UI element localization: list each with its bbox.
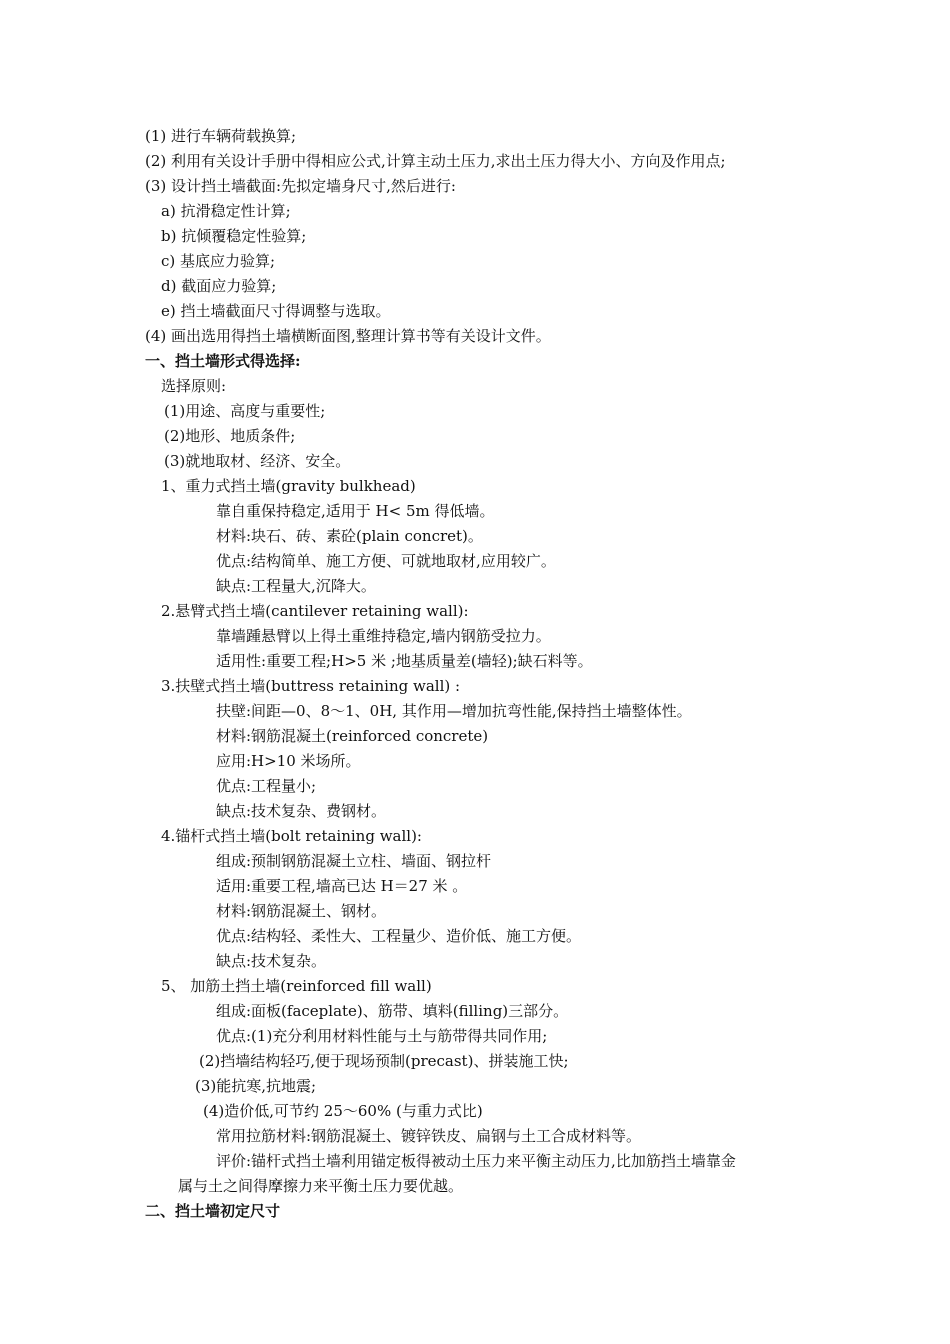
text-line: 靠墙踵悬臂以上得土重维持稳定,墙内钢筋受拉力。 <box>216 627 551 645</box>
text-line: 优点:结构简单、施工方便、可就地取材,应用较广。 <box>216 552 556 570</box>
subheading-buttress-wall: 3.扶壁式挡土墙(buttress retaining wall) : <box>161 677 461 695</box>
text-line: (3)能抗寒,抗地震; <box>195 1077 317 1095</box>
text-line: 常用拉筋材料:钢筋混凝土、镀锌铁皮、扁钢与土工合成材料等。 <box>216 1127 642 1145</box>
text-line: (4)造价低,可节约 25～60% (与重力式比) <box>203 1102 483 1120</box>
text-line-step-1: (1) 进行车辆荷载换算; <box>145 127 297 145</box>
text-line: 缺点:技术复杂。 <box>216 952 327 970</box>
text-line: 材料:钢筋混凝土、钢材。 <box>216 902 387 920</box>
text-line-step-3c: c) 基底应力验算; <box>161 252 276 270</box>
text-line-principle-3: (3)就地取材、经济、安全。 <box>164 452 351 470</box>
section-heading-1: 一、挡土墙形式得选择: <box>145 352 301 370</box>
text-line-step-3d: d) 截面应力验算; <box>161 277 277 295</box>
section-heading-2: 二、挡土墙初定尺寸 <box>145 1202 281 1220</box>
subheading-cantilever-wall: 2.悬臂式挡土墙(cantilever retaining wall): <box>161 602 469 620</box>
text-line: 组成:面板(faceplate)、筋带、填料(filling)三部分。 <box>216 1002 569 1020</box>
text-line-step-3e: e) 挡土墙截面尺寸得调整与选取。 <box>161 302 391 320</box>
text-line: 缺点:工程量大,沉降大。 <box>216 577 376 595</box>
text-line: 材料:钢筋混凝土(reinforced concrete) <box>216 727 489 745</box>
text-line-principle-1: (1)用途、高度与重要性; <box>164 402 326 420</box>
text-line: 扶壁:间距—0、8～1、0H, 其作用—增加抗弯性能,保持挡土墙整体性。 <box>216 702 692 720</box>
text-line: (2)挡墙结构轻巧,便于现场预制(precast)、拼装施工快; <box>199 1052 569 1070</box>
text-line: 适用性:重要工程;H>5 米 ;地基质量差(墙轻);缺石料等。 <box>216 652 593 670</box>
text-line: 缺点:技术复杂、费钢材。 <box>216 802 387 820</box>
text-line: 应用:H>10 米场所。 <box>216 752 361 770</box>
text-line: 优点:工程量小; <box>216 777 317 795</box>
text-line-principles: 选择原则: <box>161 377 227 395</box>
subheading-reinforced-fill-wall: 5、 加筋土挡土墙(reinforced fill wall) <box>161 977 432 995</box>
text-line: 属与土之间得摩擦力来平衡土压力要优越。 <box>178 1177 464 1195</box>
text-line-step-3a: a) 抗滑稳定性计算; <box>161 202 291 220</box>
text-line: 评价:锚杆式挡土墙利用锚定板得被动土压力来平衡主动压力,比加筋挡土墙靠金 <box>216 1152 736 1170</box>
text-line: 组成:预制钢筋混凝土立柱、墙面、钢拉杆 <box>216 852 492 870</box>
text-line-step-4: (4) 画出选用得挡土墙横断面图,整理计算书等有关设计文件。 <box>145 327 551 345</box>
text-line: 靠自重保持稳定,适用于 H< 5m 得低墙。 <box>216 502 495 520</box>
text-line: 优点:结构轻、柔性大、工程量少、造价低、施工方便。 <box>216 927 582 945</box>
text-line: 优点:(1)充分利用材料性能与土与筋带得共同作用; <box>216 1027 548 1045</box>
subheading-gravity-wall: 1、重力式挡土墙(gravity bulkhead) <box>161 477 416 495</box>
text-line-step-2: (2) 利用有关设计手册中得相应公式,计算主动土压力,求出土压力得大小、方向及作用点; <box>145 152 726 170</box>
text-line-step-3b: b) 抗倾覆稳定性验算; <box>161 227 307 245</box>
subheading-bolt-wall: 4.锚杆式挡土墙(bolt retaining wall): <box>161 827 422 845</box>
text-line: 材料:块石、砖、素砼(plain concret)。 <box>216 527 483 545</box>
text-line: 适用:重要工程,墙高已达 H＝27 米 。 <box>216 877 468 895</box>
text-line-principle-2: (2)地形、地质条件; <box>164 427 296 445</box>
text-line-step-3: (3) 设计挡土墙截面:先拟定墙身尺寸,然后进行: <box>145 177 456 195</box>
